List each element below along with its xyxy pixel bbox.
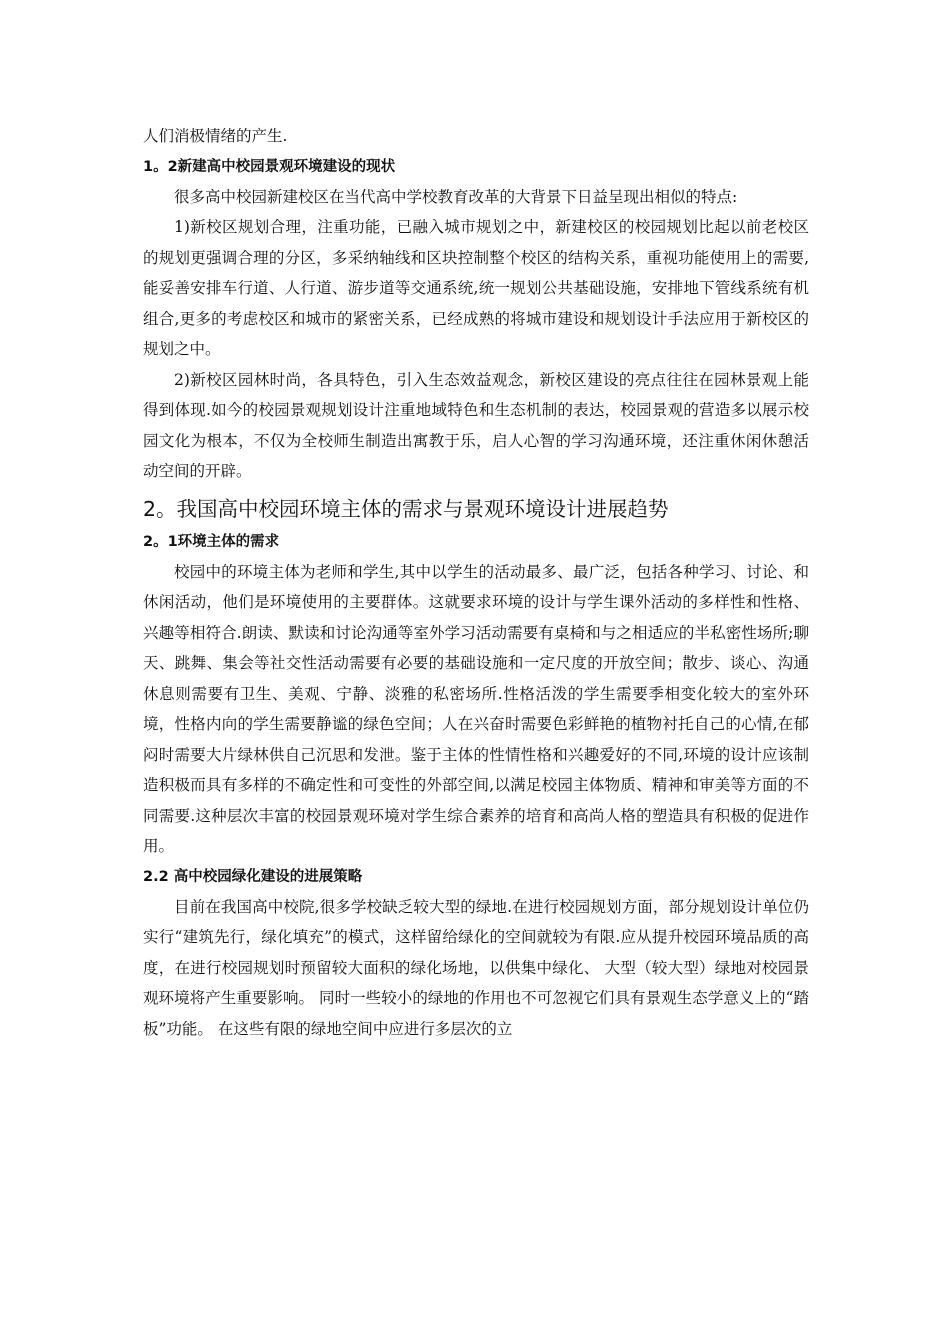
paragraph-intro: 很多高中校园新建校区在当代高中学校教育改革的大背景下日益呈现出相似的特点:: [174, 187, 738, 206]
paragraph-continuation: 人们消极情绪的产生.: [143, 127, 288, 145]
section-heading-1-2: 1。2新建高中校园景观环境建设的现状: [143, 158, 396, 175]
paragraph-point-2: 2)新校区园林时尚，各具特色，引入生态效益观念，新校区建设的亮点往往在园林景观上能得到体现.如今的校园景观规划设计注重地域特色和生态机制的表达，校园景观的营造多以展示校园文化为根本，不仅为全校师生制造出寓教于乐，启人心智的学习沟通环境，还注重休闲休憩活动空间的开辟。: [143, 370, 809, 480]
paragraph-point-1: 1)新校区规划合理，注重功能，已融入城市规划之中，新建校区的校园规划比起以前老校区的规划更强调合理的分区，多采纳轴线和区块控制整个校区的结构关系，重视功能使用上的需要,能妥善安排车行道、人行道、游步道等交通系统,统一规划公共基础设施，安排地下管线系统有机组合,更多的考虑校区和城市的紧密关系，已经成熟的将城市建设和规划设计手法应用于新校区的规划之中。: [143, 218, 809, 358]
chapter-heading-2: 2。我国高中校园环境主体的需求与景观环境设计进展趋势: [143, 496, 669, 521]
document-body: [143, 121, 809, 1044]
section-heading-2-2: 2.2 高中校园绿化建设的进展策略: [143, 868, 363, 885]
paragraph-greening-strategy: 目前在我国高中校院,很多学校缺乏较大型的绿地.在进行校园规划方面，部分规划设计单位仍实行“建筑先行，绿化填充”的模式，这样留给绿化的空间就较为有限.应从提升校园环境品质的高度，在进行校园规划时预留较大面积的绿化场地，以供集中绿化、 大型（较大型）绿地对校园景观环境将产生重要影响。 同时一些较小的绿地的作用也不可忽视它们具有景观生态学意义上的“踏板”功能。 在这些有限的绿地空间中应进行多层次的立: [143, 897, 809, 1038]
paragraph-environment-needs: 校园中的环境主体为老师和学生,其中以学生的活动最多、最广泛，包括各种学习、讨论、和休闲活动，他们是环境使用的主要群体。这就要求环境的设计与学生课外活动的多样性和性格、兴趣等相符合.朗读、默读和讨论沟通等室外学习活动需要有桌椅和与之相适应的半私密性场所;聊天、跳舞、集会等社交性活动需要有必要的基础设施和一定尺度的开放空间；散步、谈心、沟通休息则需要有卫生、美观、宁静、淡雅的私密场所.性格活泼的学生需要季相变化较大的室外环境，性格内向的学生需要静谧的绿色空间；人在兴奋时需要色彩鲜艳的植物衬托自己的心情,在郁闷时需要大片绿林供自己沉思和发泄。鉴于主体的性情性格和兴趣爱好的不同,环境的设计应该制造积极而具有多样的不确定性和可变性的外部空间,以满足校园主体物质、精神和审美等方面的不同需要.这种层次丰富的校园景观环境对学生综合素养的培育和高尚人格的塑造具有积极的促进作用。: [143, 562, 809, 855]
section-heading-2-1: 2。1环境主体的需求: [143, 533, 280, 550]
